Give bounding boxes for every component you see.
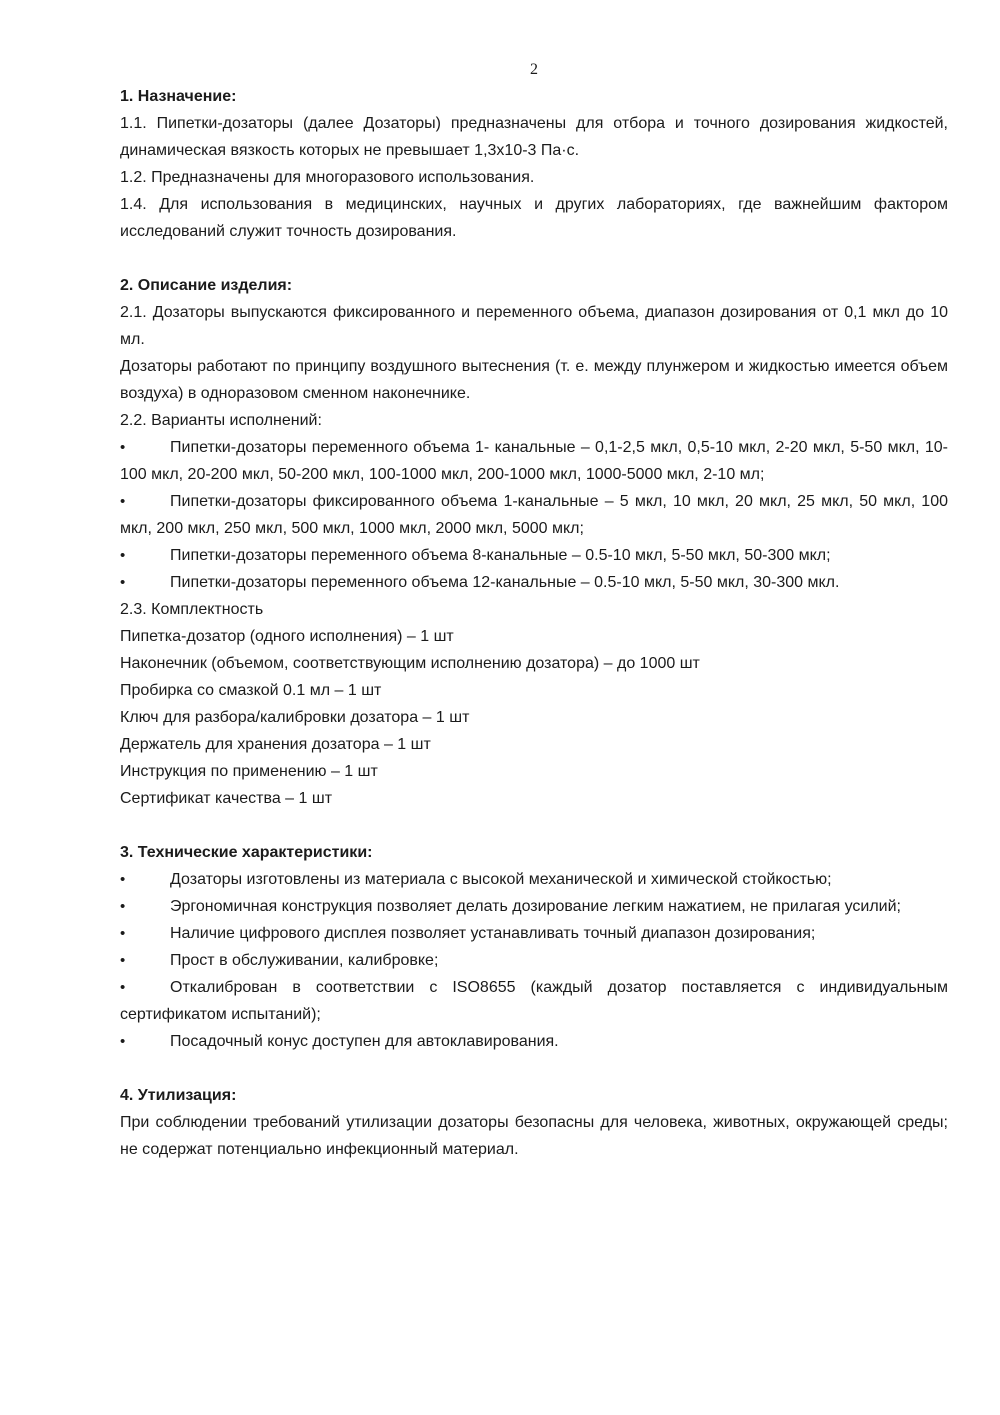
kit-item-5: Держатель для хранения дозатора – 1 шт bbox=[120, 736, 431, 753]
bullet-icon: • bbox=[120, 1033, 126, 1050]
spec-item-3-text: Наличие цифрового дисплея позволяет устанавливать точный диапазон дозирования; bbox=[170, 925, 816, 942]
bullet-icon: • bbox=[120, 952, 126, 969]
section-description bbox=[120, 272, 948, 812]
specs-bullet-list bbox=[120, 866, 948, 1055]
kit-item-1: Пипетка-дозатор (одного исполнения) – 1 шт bbox=[120, 628, 454, 645]
spec-item-2-text: Эргономичная конструкция позволяет делать дозирование легким нажатием, не прилагая усилий; bbox=[170, 898, 901, 915]
paragraph-2-3: 2.3. Комплектность bbox=[120, 601, 264, 618]
paragraph-2-1b: Дозаторы работают по принципу воздушного вытеснения (т. е. между плунжером и жидкостью имеется объем воздуха) в одноразовом сменном наконечнике. bbox=[120, 358, 948, 402]
bullet-icon: • bbox=[120, 979, 126, 996]
spec-item-2 bbox=[120, 893, 948, 920]
variant-item-3-text: Пипетки-дозаторы переменного объема 8-канальные – 0.5-10 мкл, 5-50 мкл, 50-300 мкл; bbox=[170, 547, 831, 564]
variant-item-4 bbox=[120, 569, 948, 596]
spec-item-5-text: Откалиброван в соответствии с ISO8655 (каждый дозатор поставляется с индивидуальным сертификатом испытаний); bbox=[120, 979, 948, 1023]
spec-item-4 bbox=[120, 947, 948, 974]
section-purpose bbox=[120, 83, 948, 245]
bullet-icon: • bbox=[120, 493, 126, 510]
kit-item-7: Сертификат качества – 1 шт bbox=[120, 790, 333, 807]
spec-item-6 bbox=[120, 1028, 948, 1055]
bullet-icon: • bbox=[120, 547, 126, 564]
variant-item-1 bbox=[120, 434, 948, 488]
paragraph-1-1: 1.1. Пипетки-дозаторы (далее Дозаторы) предназначены для отбора и точного дозирования жидкостей, динамическая вязкость которых не превышает 1,3х10-3 Па·с. bbox=[120, 115, 948, 159]
variant-item-4-text: Пипетки-дозаторы переменного объема 12-канальные – 0.5-10 мкл, 5-50 мкл, 30-300 мкл. bbox=[170, 574, 840, 591]
bullet-icon: • bbox=[120, 898, 126, 915]
section-2-heading: 2. Описание изделия: bbox=[120, 277, 293, 294]
variant-item-2-text: Пипетки-дозаторы фиксированного объема 1-канальные – 5 мкл, 10 мкл, 20 мкл, 25 мкл, 50 мкл, 100 мкл, 200 мкл, 250 мкл, 500 мкл, 1000 мкл, 2000 мкл, 5000 мкл; bbox=[120, 493, 948, 537]
paragraph-1-4: 1.4. Для использования в медицинских, научных и других лабораториях, где важнейшим фактором исследований служит точность дозирования. bbox=[120, 196, 948, 240]
section-4-heading: 4. Утилизация: bbox=[120, 1087, 237, 1104]
section-3-heading: 3. Технические характеристики: bbox=[120, 844, 373, 861]
spec-item-1-text: Дозаторы изготовлены из материала с высокой механической и химической стойкостью; bbox=[170, 871, 832, 888]
paragraph-4-1: При соблюдении требований утилизации дозаторы безопасны для человека, животных, окружающей среды; не содержат потенциально инфекционный материал. bbox=[120, 1114, 948, 1158]
bullet-icon: • bbox=[120, 925, 126, 942]
variant-item-1-text: Пипетки-дозаторы переменного объема 1- канальные – 0,1-2,5 мкл, 0,5-10 мкл, 2-20 мкл, 5-50 мкл, 10-100 мкл, 20-200 мкл, 50-200 мкл, 100-1000 мкл, 200-1000 мкл, 1000-5000 мкл, 2-10 мл; bbox=[120, 439, 948, 483]
paragraph-2-2: 2.2. Варианты исполнений: bbox=[120, 412, 322, 429]
bullet-icon: • bbox=[120, 439, 126, 456]
kit-item-6: Инструкция по применению – 1 шт bbox=[120, 763, 378, 780]
spec-item-1 bbox=[120, 866, 948, 893]
kit-item-3: Пробирка со смазкой 0.1 мл – 1 шт bbox=[120, 682, 382, 699]
paragraph-1-2: 1.2. Предназначены для многоразового использования. bbox=[120, 169, 535, 186]
page-number: 2 bbox=[530, 61, 538, 78]
variant-item-2 bbox=[120, 488, 948, 542]
paragraph-2-1: 2.1. Дозаторы выпускаются фиксированного и переменного объема, диапазон дозирования от 0,1 мкл до 10 мл. bbox=[120, 304, 948, 348]
kit-item-2: Наконечник (объемом, соответствующим исполнению дозатора) – до 1000 шт bbox=[120, 655, 700, 672]
spec-item-5 bbox=[120, 974, 948, 1028]
kit-list bbox=[120, 623, 948, 812]
section-1-heading: 1. Назначение: bbox=[120, 88, 237, 105]
section-specifications bbox=[120, 839, 948, 1055]
variant-item-3 bbox=[120, 542, 948, 569]
bullet-icon: • bbox=[120, 574, 126, 591]
kit-item-4: Ключ для разбора/калибровки дозатора – 1 шт bbox=[120, 709, 470, 726]
variants-bullet-list bbox=[120, 434, 948, 596]
spec-item-3 bbox=[120, 920, 948, 947]
section-disposal bbox=[120, 1082, 948, 1163]
spec-item-6-text: Посадочный конус доступен для автоклавирования. bbox=[170, 1033, 559, 1050]
bullet-icon: • bbox=[120, 871, 126, 888]
spec-item-4-text: Прост в обслуживании, калибровке; bbox=[170, 952, 439, 969]
